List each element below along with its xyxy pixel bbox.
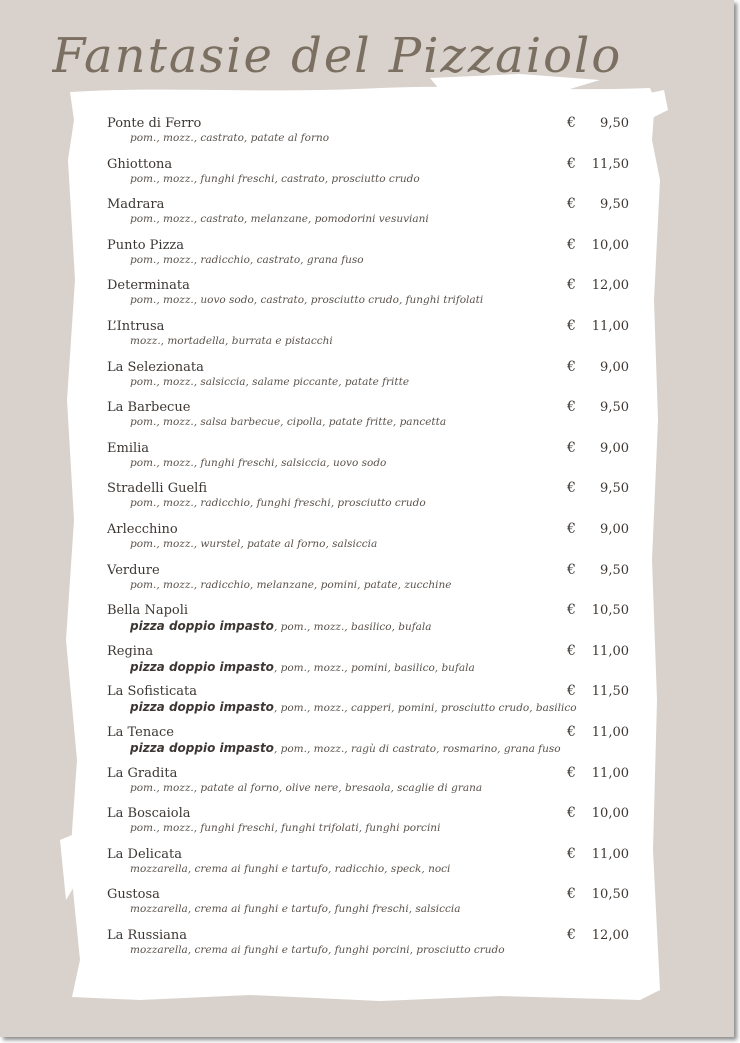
ingredients-text: pom., mozz., radicchio, melanzane, pomini, patate, zucchine — [130, 578, 452, 591]
pizza-ingredients — [130, 579, 451, 591]
ingredients-text: mozz., mortadella, burrata e pistacchi — [130, 334, 333, 347]
pizza-price: 9,50 — [600, 562, 629, 578]
currency-symbol: € — [567, 520, 576, 537]
dough-type-highlight: pizza doppio impasto — [130, 619, 274, 634]
pizza-price: 9,00 — [600, 359, 629, 375]
pizza-ingredients — [130, 335, 333, 347]
menu-item — [107, 315, 637, 356]
pizza-ingredients — [130, 457, 386, 469]
pizza-price: 11,00 — [591, 765, 629, 781]
ingredients-text: pom., mozz., radicchio, castrato, grana fuso — [130, 253, 364, 266]
menu-item — [107, 234, 637, 275]
menu-item — [107, 680, 637, 721]
currency-symbol: € — [567, 236, 576, 253]
pizza-price: 12,00 — [591, 278, 629, 294]
ingredients-text: mozzarella, crema ai funghi e tartufo, funghi porcini, prosciutto crudo — [130, 943, 505, 956]
currency-symbol: € — [567, 196, 576, 213]
pizza-ingredients — [130, 497, 426, 509]
pizza-ingredients — [130, 254, 364, 266]
pizza-name: La Delicata — [107, 846, 182, 862]
pizza-ingredients — [130, 538, 377, 550]
currency-symbol: € — [567, 602, 576, 619]
ingredients-text: pom., mozz., wurstel, patate al forno, salsiccia — [130, 537, 378, 550]
menu-item — [107, 843, 637, 884]
pizza-price: 12,00 — [591, 927, 629, 943]
ingredients-text: pom., mozz., funghi freschi, funghi trifolati, funghi porcini — [130, 822, 441, 835]
pizza-name: Punto Pizza — [107, 237, 185, 253]
menu-item — [107, 477, 637, 518]
pizza-price: 10,50 — [591, 887, 629, 903]
pizza-ingredients — [130, 700, 577, 714]
currency-symbol: € — [567, 439, 576, 456]
pizza-name: Ponte di Ferro — [107, 116, 202, 131]
pizza-name: La Selezionata — [107, 359, 204, 375]
pizza-ingredients — [130, 903, 461, 915]
dough-type-highlight: pizza doppio impasto — [130, 700, 274, 715]
pizza-price: 11,50 — [591, 684, 629, 700]
ingredients-text: , pom., mozz., pomini, basilico, bufala — [273, 661, 475, 674]
currency-symbol: € — [567, 845, 576, 862]
pizza-name: L’Intrusa — [107, 318, 165, 334]
ingredients-text: pom., mozz., funghi freschi, salsiccia, uovo sodo — [130, 456, 387, 469]
pizza-ingredients — [130, 213, 429, 225]
pizza-name: La Gradita — [107, 765, 178, 781]
ingredients-text: pom., mozz., salsa barbecue, cipolla, patate fritte, pancetta — [130, 416, 447, 429]
ingredients-text: pom., mozz., uovo sodo, castrato, prosciutto crudo, funghi trifolati — [130, 294, 484, 307]
ingredients-text: pom., mozz., salsiccia, salame piccante, patate fritte — [130, 375, 410, 388]
currency-symbol: € — [567, 642, 576, 659]
pizza-price: 10,50 — [591, 603, 629, 619]
pizza-ingredients — [130, 294, 483, 306]
ingredients-text: pom., mozz., castrato, patate al forno — [130, 132, 330, 144]
currency-symbol: € — [567, 155, 576, 172]
pizza-name: Madrara — [107, 197, 165, 213]
pizza-price: 11,00 — [591, 724, 629, 740]
currency-symbol: € — [567, 480, 576, 497]
currency-symbol: € — [567, 683, 576, 700]
pizza-ingredients — [130, 660, 475, 674]
pizza-price: 9,50 — [600, 116, 629, 131]
pizza-name: Regina — [107, 643, 154, 659]
pizza-name: Stradelli Guelfi — [107, 481, 207, 497]
menu-item — [107, 640, 637, 681]
pizza-price: 9,00 — [600, 440, 629, 456]
ingredients-text: mozzarella, crema ai funghi e tartufo, funghi freschi, salsiccia — [130, 903, 461, 916]
pizza-price: 11,00 — [591, 846, 629, 862]
pizza-name: Gustosa — [107, 887, 160, 903]
pizza-price: 11,50 — [591, 156, 629, 172]
pizza-price: 9,50 — [600, 400, 629, 416]
ingredients-text: pom., mozz., radicchio, funghi freschi, prosciutto crudo — [130, 497, 426, 510]
currency-symbol: € — [567, 115, 576, 131]
ingredients-text: , pom., mozz., basilico, bufala — [273, 621, 432, 634]
currency-symbol: € — [567, 805, 576, 822]
pizza-name: La Sofisticata — [107, 684, 197, 700]
currency-symbol: € — [567, 886, 576, 903]
ingredients-text: pom., mozz., castrato, melanzane, pomodorini vesuviani — [130, 213, 429, 226]
menu-item — [107, 356, 637, 397]
pizza-price: 9,50 — [600, 481, 629, 497]
menu-item — [107, 559, 637, 600]
currency-symbol: € — [567, 277, 576, 294]
menu-item — [107, 924, 637, 965]
currency-symbol: € — [567, 358, 576, 375]
pizza-ingredients — [130, 822, 440, 834]
ingredients-text: mozzarella, crema ai funghi e tartufo, radicchio, speck, noci — [130, 862, 451, 875]
currency-symbol: € — [567, 764, 576, 781]
menu-item — [107, 802, 637, 843]
menu-item — [107, 112, 637, 153]
menu-item — [107, 396, 637, 437]
pizza-ingredients — [130, 619, 432, 633]
menu-title: Fantasie del Pizzaiolo — [52, 28, 623, 84]
pizza-price: 9,50 — [600, 197, 629, 213]
pizza-ingredients — [130, 741, 561, 755]
pizza-ingredients — [130, 416, 446, 428]
menu-item — [107, 721, 637, 762]
pizza-ingredients — [130, 376, 409, 388]
pizza-ingredients — [130, 782, 482, 794]
currency-symbol: € — [567, 723, 576, 740]
pizza-name: La Boscaiola — [107, 806, 191, 822]
pizza-ingredients — [130, 863, 450, 875]
currency-symbol: € — [567, 399, 576, 416]
dough-type-highlight: pizza doppio impasto — [130, 740, 274, 755]
pizza-price: 10,00 — [591, 806, 629, 822]
menu-item — [107, 599, 637, 640]
currency-symbol: € — [567, 561, 576, 578]
currency-symbol: € — [567, 317, 576, 334]
pizza-name: Emilia — [107, 440, 150, 456]
pizza-price: 10,00 — [591, 237, 629, 253]
menu-item — [107, 193, 637, 234]
menu-item — [107, 518, 637, 559]
pizza-name: La Barbecue — [107, 400, 191, 416]
pizza-name: La Tenace — [107, 724, 174, 740]
ingredients-text: , pom., mozz., capperi, pomini, prosciutto crudo, basilico — [273, 702, 577, 715]
pizza-name: Determinata — [107, 278, 190, 294]
menu-item — [107, 437, 637, 478]
pizza-name: Verdure — [107, 562, 160, 578]
menu-item — [107, 762, 637, 803]
ingredients-text: pom., mozz., funghi freschi, castrato, prosciutto crudo — [130, 172, 420, 185]
pizza-name: La Russiana — [107, 927, 188, 943]
pizza-ingredients — [130, 173, 420, 185]
menu-item-list — [107, 112, 637, 964]
pizza-name: Arlecchino — [107, 521, 178, 537]
pizza-ingredients — [130, 944, 505, 956]
ingredients-text: , pom., mozz., ragù di castrato, rosmarino, grana fuso — [273, 742, 561, 755]
pizza-name: Ghiottona — [107, 156, 173, 172]
pizza-ingredients — [130, 132, 329, 144]
pizza-name: Bella Napoli — [107, 603, 189, 619]
dough-type-highlight: pizza doppio impasto — [130, 659, 274, 674]
currency-symbol: € — [567, 926, 576, 943]
menu-item — [107, 153, 637, 194]
menu-item — [107, 274, 637, 315]
pizza-price: 9,00 — [600, 521, 629, 537]
pizza-price: 11,00 — [591, 318, 629, 334]
pizza-price: 11,00 — [591, 643, 629, 659]
ingredients-text: pom., mozz., patate al forno, olive nere, bresaola, scaglie di grana — [130, 781, 483, 794]
menu-item — [107, 883, 637, 924]
